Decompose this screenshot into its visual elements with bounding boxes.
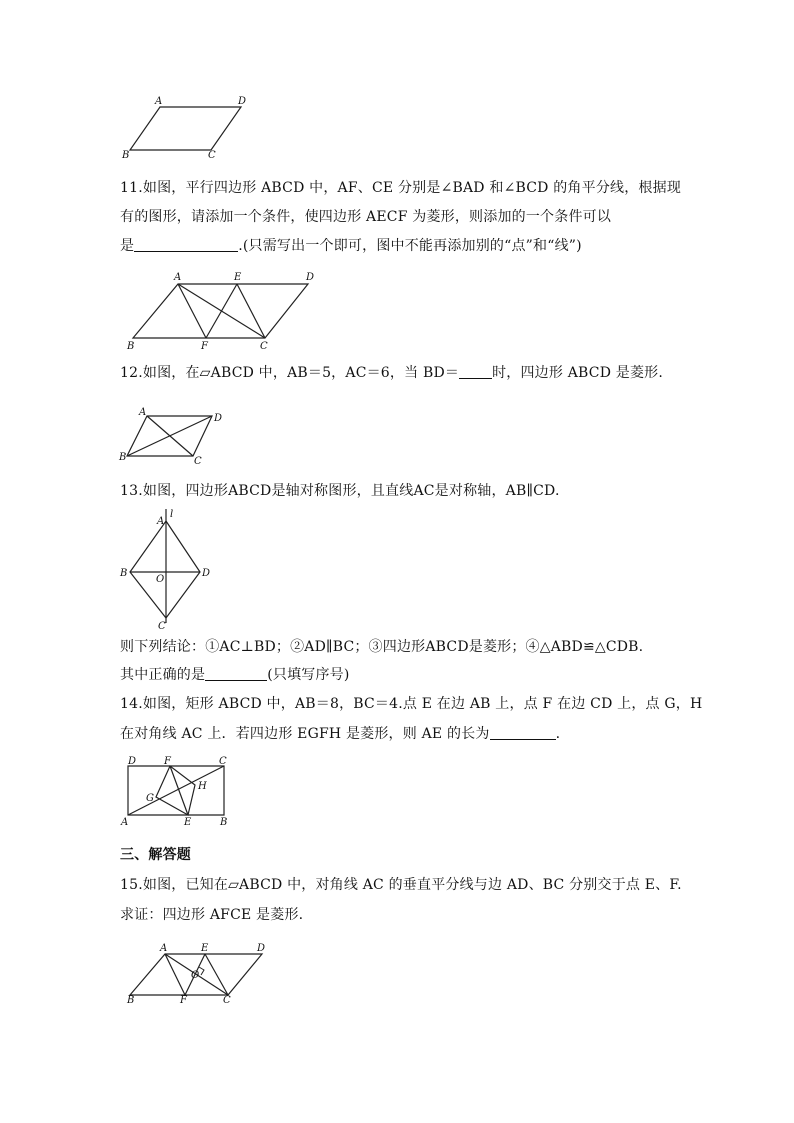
label-G: G bbox=[146, 793, 154, 804]
q15-text-line2: 求证：四边形 AFCE 是菱形. bbox=[120, 907, 304, 923]
figure-q12 bbox=[0, 400, 794, 470]
label-D: D bbox=[202, 568, 211, 579]
label-C: C bbox=[260, 341, 268, 352]
label-C: C bbox=[223, 995, 231, 1006]
q12-post: 时，四边形 ABCD 是菱形. bbox=[492, 365, 664, 381]
label-A: A bbox=[174, 272, 182, 283]
label-A: A bbox=[157, 516, 165, 527]
q13-post: (只填写序号) bbox=[267, 667, 350, 683]
diagonal-EF bbox=[206, 284, 237, 338]
label-H: H bbox=[198, 781, 207, 792]
label-C: C bbox=[208, 150, 216, 161]
label-B: B bbox=[119, 452, 127, 463]
q13-answer-blank[interactable] bbox=[205, 666, 267, 681]
label-C: C bbox=[158, 621, 166, 632]
q11-pre: 是 bbox=[120, 238, 135, 254]
label-l: l bbox=[170, 509, 174, 520]
label-B: B bbox=[127, 341, 135, 352]
q14-post: . bbox=[555, 726, 561, 742]
q15-text-line1: 15.如图，已知在▱ABCD 中，对角线 AC 的垂直平分线与边 AD、BC 分别交于点 E、F. bbox=[120, 877, 682, 893]
q14-text-line1: 14.如图，矩形 ABCD 中，AB＝8，BC＝4.点 E 在边 AB 上，点 F 在边 CD 上，点 G，H bbox=[120, 696, 703, 712]
q12-text bbox=[120, 363, 663, 383]
q14-answer-blank[interactable] bbox=[490, 725, 556, 740]
label-E: E bbox=[201, 943, 209, 954]
q11-text-line3 bbox=[120, 236, 582, 256]
parallelogram-abcd bbox=[130, 107, 241, 150]
label-D: D bbox=[128, 756, 137, 767]
figure-q14 bbox=[0, 755, 794, 830]
label-O: O bbox=[191, 970, 200, 981]
section-title: 三、解答题 bbox=[120, 847, 191, 863]
label-F: F bbox=[164, 756, 171, 767]
right-angle-mark bbox=[199, 967, 204, 975]
label-B: B bbox=[127, 995, 135, 1006]
label-O: O bbox=[156, 574, 165, 585]
label-A: A bbox=[160, 943, 168, 954]
q13-text-line2: 则下列结论：①AC⊥BD；②AD∥BC；③四边形ABCD是菱形；④△ABD≌△CDB. bbox=[120, 639, 644, 655]
q13-text-line3 bbox=[120, 665, 350, 685]
label-D: D bbox=[214, 413, 223, 424]
segment-EC bbox=[205, 954, 228, 995]
q14-pre: 在对角线 AC 上．若四边形 EGFH 是菱形，则 AE 的长为 bbox=[120, 726, 490, 742]
label-C: C bbox=[194, 456, 202, 467]
diagonal-BD bbox=[127, 416, 212, 456]
q13-pre: 其中正确的是 bbox=[120, 667, 206, 683]
q12-answer-blank[interactable] bbox=[459, 364, 492, 379]
q14-text-line2 bbox=[120, 724, 560, 744]
label-F: F bbox=[201, 341, 208, 352]
label-A: A bbox=[139, 407, 147, 418]
q11-text-line2: 有的图形，请添加一个条件，使四边形 AECF 为菱形，则添加的一个条件可以 bbox=[120, 209, 612, 225]
q11-answer-blank[interactable] bbox=[134, 237, 238, 252]
label-B: B bbox=[220, 817, 228, 828]
q12-pre: 12.如图，在▱ABCD 中，AB＝5，AC＝6，当 BD＝ bbox=[120, 365, 460, 381]
label-A: A bbox=[121, 817, 129, 828]
label-E: E bbox=[184, 817, 192, 828]
label-C: C bbox=[219, 756, 227, 767]
label-B: B bbox=[122, 150, 130, 161]
q11-text-line1: 11.如图，平行四边形 ABCD 中，AF、CE 分别是∠BAD 和∠BCD 的角平分线，根据现 bbox=[120, 180, 682, 196]
rhombus-abcd bbox=[130, 521, 200, 618]
figure-q15 bbox=[0, 940, 794, 1010]
label-A: A bbox=[155, 96, 163, 107]
q13-text-line1: 13.如图，四边形ABCD是轴对称图形，且直线AC是对称轴，AB∥CD. bbox=[120, 483, 560, 499]
figure-parallelogram-top bbox=[0, 0, 794, 170]
label-F: F bbox=[180, 995, 187, 1006]
figure-q13 bbox=[0, 505, 794, 630]
label-E: E bbox=[234, 272, 242, 283]
label-D: D bbox=[306, 272, 315, 283]
label-B: B bbox=[120, 568, 128, 579]
q11-post: .(只需写出一个即可，图中不能再添加别的“点”和“线”) bbox=[238, 238, 582, 254]
figure-q11 bbox=[0, 260, 794, 360]
label-D: D bbox=[238, 96, 247, 107]
label-D: D bbox=[257, 943, 266, 954]
